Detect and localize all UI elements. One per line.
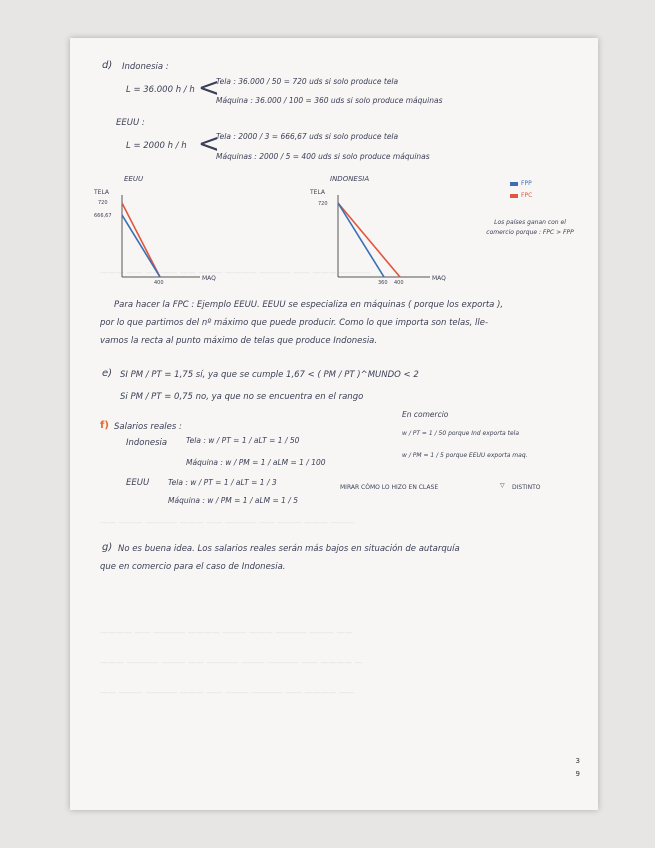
- warning-icon: ▽: [500, 482, 505, 489]
- x-axis-label: MAQ: [202, 275, 216, 282]
- eeuu-chart: [90, 173, 230, 293]
- legend-fpc-label: FPC: [521, 192, 533, 199]
- fpc-paragraph-line: Para hacer la FPC : Ejemplo EEUU. EEUU se especializa en máquinas ( porque los exporta ),: [114, 300, 504, 310]
- section-e-label: e): [102, 368, 113, 379]
- y-axis-label: TELA: [94, 189, 110, 196]
- brace: <: [198, 73, 220, 103]
- bleed-through-text: —— ——— ———— ——— —— ——— ———— —— ———— ——: [100, 688, 355, 697]
- commerce-line1: w / PT = 1 / 50 porque Ind exporta tela: [402, 430, 520, 437]
- legend-fpc: [510, 192, 532, 199]
- different-note: DISTINTO: [512, 484, 541, 491]
- bleed-through-text: ——— —— ———— —— ——— ———— ———— —— ——— ————: [100, 268, 371, 277]
- notebook-page: [70, 38, 598, 810]
- indonesia-chart: [310, 173, 460, 293]
- eeuu-maquina-wage: Máquina : w / PM = 1 / aLM = 1 / 5: [168, 496, 298, 505]
- y-tick-label: 720: [98, 200, 108, 206]
- legend-fpp-swatch: [510, 182, 518, 186]
- eeuu-labor: L = 2000 h / h: [126, 141, 187, 151]
- eeuu-title: EEUU :: [116, 118, 145, 128]
- indonesia-label: Indonesia: [126, 438, 168, 448]
- indonesia-labor: L = 36.000 h / h: [126, 85, 195, 95]
- fpc-paragraph-line: por lo que partimos del nº máximo que puede producir. Como lo que importa son telas, lle-: [100, 318, 489, 328]
- x-tick-label: 400: [154, 280, 164, 286]
- y-axis-label: TELA: [310, 189, 326, 196]
- eeuu-tela-calc: Tela : 2000 / 3 = 666,67 uds si solo produce tela: [216, 132, 399, 141]
- x-axis-label: MAQ: [432, 275, 446, 282]
- section-g-label: g): [102, 542, 113, 553]
- commerce-line2: w / PM = 1 / 5 porque EEUU exporta maq.: [402, 452, 528, 459]
- commerce-title: En comercio: [402, 410, 449, 419]
- indonesia-tela-wage: Tela : w / PT = 1 / aLT = 1 / 50: [186, 436, 300, 445]
- indonesia-title: Indonesia :: [122, 62, 169, 72]
- fpc-line: [338, 203, 400, 277]
- x-tick-label: 360: [378, 280, 388, 286]
- chart-title: EEUU: [124, 175, 144, 183]
- section-e-line1: SI PM / PT = 1,75 sí, ya que se cumple 1,67 < ( PM / PT )^MUNDO < 2: [120, 370, 419, 380]
- bleed-through-text: —— ——— ———— ——— —— ———— —— ——— ——— ———: [100, 518, 355, 527]
- indonesia-tela-calc: Tela : 36.000 / 50 = 720 uds si solo produce tela: [216, 77, 399, 86]
- fpp-line: [338, 203, 384, 277]
- gains-note: Los países ganan con el comercio porque : FPC > FPP: [486, 219, 574, 236]
- legend-fpp-label: FPP: [521, 180, 532, 187]
- section-e-line2: Si PM / PT = 0,75 no, ya que no se encuentra en el rango: [120, 392, 364, 402]
- legend-fpp: [510, 180, 532, 187]
- brace: <: [198, 129, 220, 159]
- eeuu-label: EEUU: [126, 478, 150, 488]
- check-class-note: MIRAR CÓMO LO HIZO EN CLASE: [340, 484, 439, 491]
- y-tick-label: 666,67: [94, 213, 112, 219]
- page-number: 3: [575, 757, 580, 765]
- indonesia-maquina-calc: Máquina : 36.000 / 100 = 360 uds si solo produce máquinas: [216, 96, 443, 105]
- section-g-line1: No es buena idea. Los salarios reales serán más bajos en situación de autarquía: [118, 544, 460, 554]
- section-f-label: f): [100, 420, 109, 431]
- fpc-line: [122, 203, 160, 277]
- legend-fpc-swatch: [510, 194, 518, 198]
- indonesia-maquina-wage: Máquina : w / PM = 1 / aLM = 1 / 100: [186, 458, 326, 467]
- eeuu-tela-wage: Tela : w / PT = 1 / aLT = 1 / 3: [168, 478, 277, 487]
- real-wages-title: Salarios reales :: [114, 422, 182, 432]
- chart-title: INDONESIA: [330, 175, 370, 183]
- x-tick-label: 400: [394, 280, 404, 286]
- section-d-label: d): [102, 60, 113, 71]
- bleed-through-text: ———— —— ———— ———— ——— ——— ———— ——— ——: [100, 628, 353, 637]
- section-g-line2: que en comercio para el caso de Indonesia.: [100, 562, 286, 572]
- eeuu-maquina-calc: Máquinas : 2000 / 5 = 400 uds si solo produce máquinas: [216, 152, 430, 161]
- fpp-line: [122, 215, 160, 277]
- bleed-through-text: ——— ———— ——— —— ———— ——— ———— —— ———— —: [100, 658, 363, 667]
- fpc-paragraph-line: vamos la recta al punto máximo de telas que produce Indonesia.: [100, 336, 378, 346]
- y-tick-label: 720: [318, 201, 328, 207]
- page-number-2: 9: [575, 770, 580, 778]
